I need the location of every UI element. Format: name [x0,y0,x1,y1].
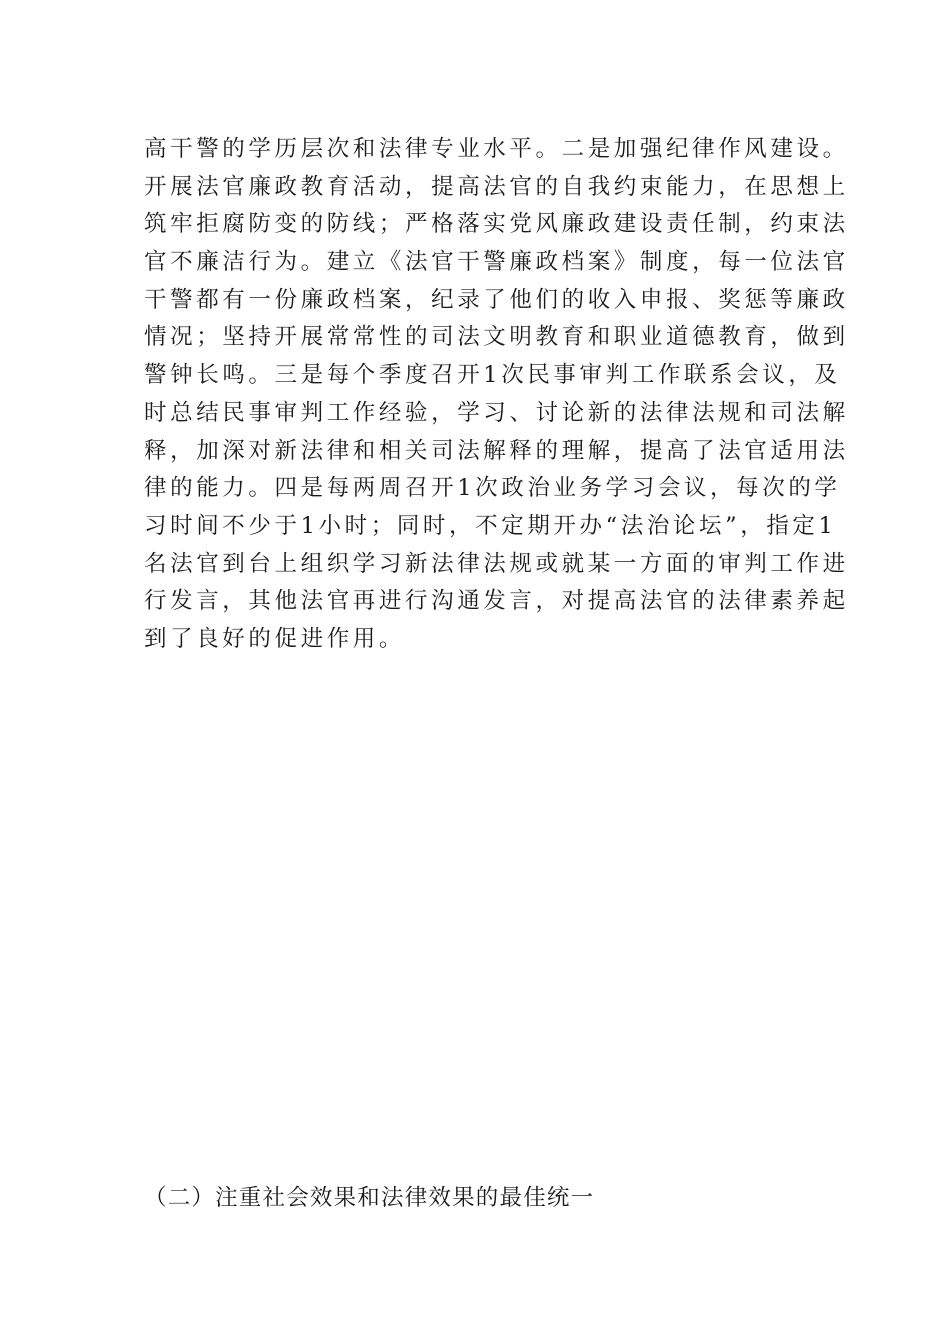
paragraph-line: 警钟长鸣。三是每个季度召开1次民事审判工作联系会议，及 [144,362,841,389]
paragraph-line: 干警都有一份廉政档案，纪录了他们的收入申报、奖惩等廉政 [144,286,849,313]
paragraph-line: 行发言，其他法官再进行沟通发言，对提高法官的法律素养起 [144,588,849,615]
body-paragraph [144,134,849,662]
paragraph-line: 筑牢拒腐防变的防线；严格落实党风廉政建设责任制，约束法 [144,211,849,238]
paragraph-line: 开展法官廉政教育活动，提高法官的自我约束能力，在思想上 [144,173,849,200]
paragraph-line: 名法官到台上组织学习新法律法规或就某一方面的审判工作进 [144,550,849,577]
section-heading: （二）注重社会效果和法律效果的最佳统一 [144,1185,595,1211]
paragraph-line: 高干警的学历层次和法律专业水平。二是加强纪律作风建设。 [144,136,849,162]
paragraph-line: 律的能力。四是每两周召开1次政治业务学习会议，每次的学 [144,475,841,502]
paragraph-line: 官不廉洁行为。建立《法官干警廉政档案》制度，每一位法官 [144,249,849,276]
paragraph-line: 释，加深对新法律和相关司法解释的理解，提高了法官适用法 [144,437,849,464]
paragraph-line: 到了良好的促进作用。 [144,625,406,652]
paragraph-line: 情况；坚持开展常常性的司法文明教育和职业道德教育，做到 [144,324,849,351]
paragraph-line: 时总结民事审判工作经验，学习、讨论新的法律法规和司法解 [144,399,849,426]
paragraph-line: 习时间不少于1小时；同时，不定期开办“法治论坛”，指定1 [144,512,837,539]
